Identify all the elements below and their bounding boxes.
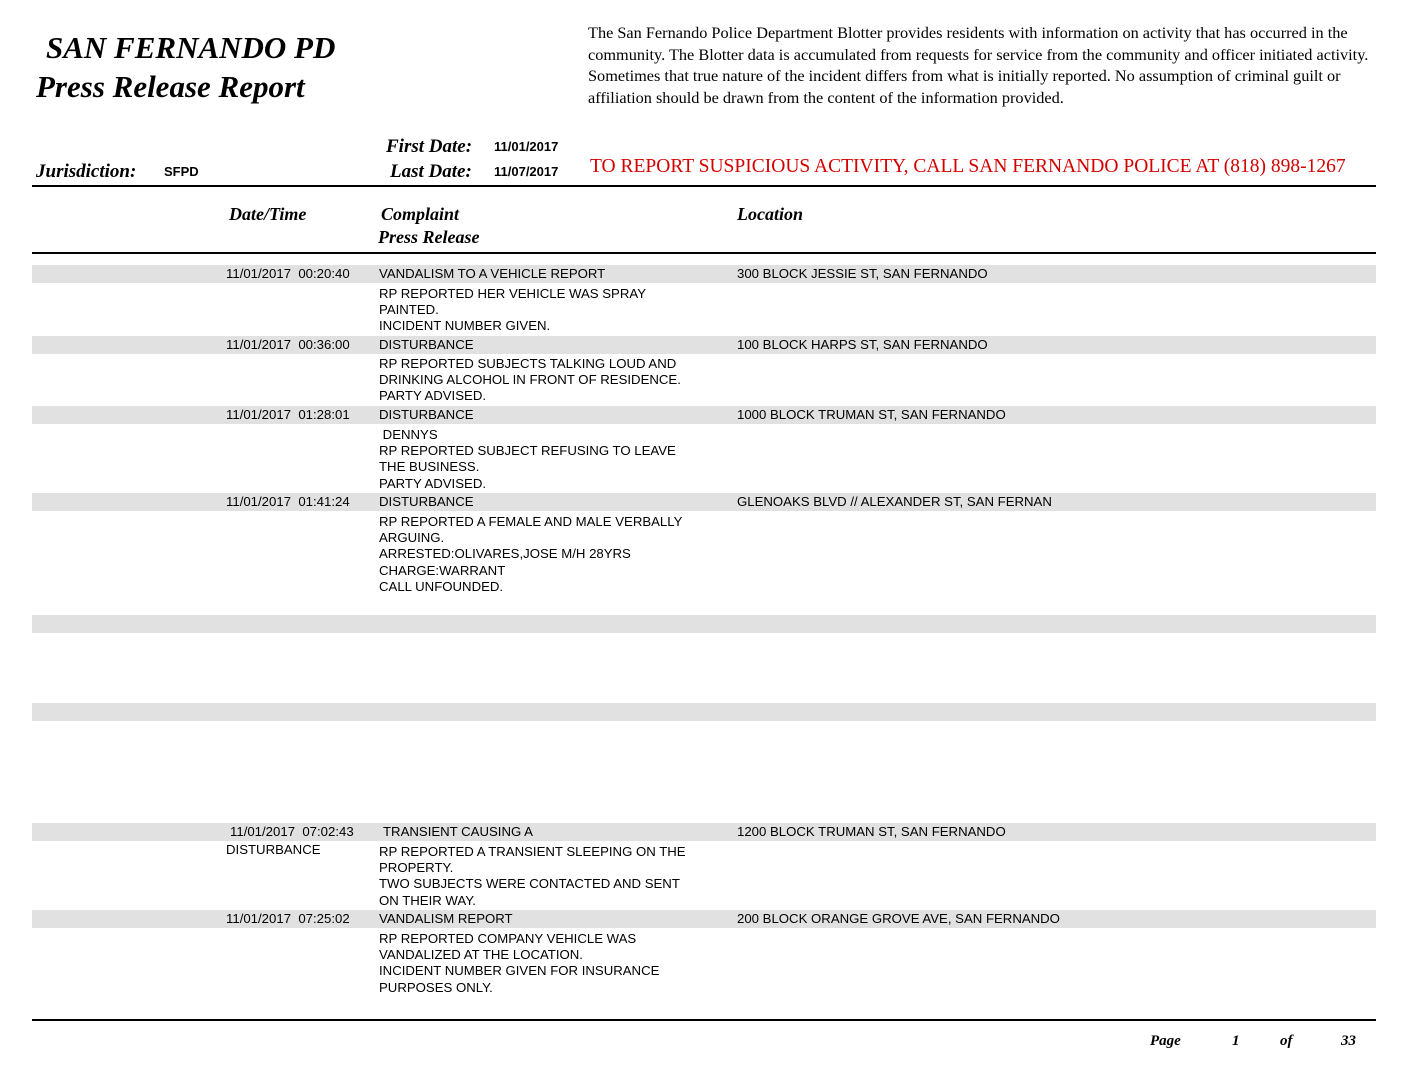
- entry-complaint: DISTURBANCE: [379, 337, 474, 352]
- footer-total-pages: 33: [1341, 1033, 1356, 1049]
- entry-complaint: DISTURBANCE: [379, 407, 474, 422]
- entry-press-release: RP REPORTED A FEMALE AND MALE VERBALLY ARGUING. ARRESTED:OLIVARES,JOSE M/H 28YRS CHARGE:WARRANT CALL UNFOUNDED.: [379, 514, 683, 594]
- entry-complaint: VANDALISM REPORT: [379, 911, 513, 926]
- entry-complaint: DISTURBANCE: [379, 494, 474, 509]
- entry-location: 1200 BLOCK TRUMAN ST, SAN FERNANDO: [737, 824, 1006, 839]
- footer-divider: [32, 1019, 1376, 1021]
- first-date-value: 11/01/2017: [494, 139, 559, 154]
- entry-datetime: 11/01/2017 07:02:43: [230, 824, 354, 839]
- agency-name: SAN FERNANDO PD: [46, 30, 336, 65]
- blotter-intro-text: The San Fernando Police Department Blotter provides residents with information on activity that has occurred in the community. The Blotter data is accumulated from requests for service from the community and officer initiated activity. Sometimes that true nature of the incident differs from what is initially reported. No assumption of criminal guilt or affiliation should be drawn from the content of the information provided.: [588, 23, 1369, 107]
- column-header-complaint: Complaint: [381, 204, 460, 224]
- empty-row-band: [32, 615, 1376, 633]
- column-header-datetime: Date/Time: [229, 204, 307, 224]
- entry-location: 100 BLOCK HARPS ST, SAN FERNANDO: [737, 337, 988, 352]
- entry-complaint: TRANSIENT CAUSING A: [383, 824, 533, 839]
- jurisdiction-value: SFPD: [164, 164, 199, 179]
- entry-datetime: 11/01/2017 00:20:40: [226, 266, 350, 281]
- entry-location: 200 BLOCK ORANGE GROVE AVE, SAN FERNANDO: [737, 911, 1060, 926]
- column-header-press-release: Press Release: [378, 227, 480, 247]
- entry-datetime: 11/01/2017 01:28:01: [226, 407, 350, 422]
- entry-press-release: RP REPORTED A TRANSIENT SLEEPING ON THE PROPERTY. TWO SUBJECTS WERE CONTACTED AND SENT ON THEIR WAY.: [379, 844, 686, 908]
- column-header-location: Location: [737, 204, 803, 224]
- entry-press-release: RP REPORTED HER VEHICLE WAS SPRAY PAINTED. INCIDENT NUMBER GIVEN.: [379, 286, 646, 334]
- footer-of-label: of: [1280, 1033, 1293, 1049]
- entry-press-release: DENNYS RP REPORTED SUBJECT REFUSING TO LEAVE THE BUSINESS. PARTY ADVISED.: [379, 427, 676, 491]
- empty-row-band: [32, 703, 1376, 721]
- entry-location: 1000 BLOCK TRUMAN ST, SAN FERNANDO: [737, 407, 1006, 422]
- header-divider: [32, 185, 1376, 187]
- report-title: Press Release Report: [36, 69, 305, 104]
- jurisdiction-label: Jurisdiction:: [36, 161, 137, 182]
- entry-complaint-continued: DISTURBANCE: [226, 842, 321, 857]
- column-header-divider: [32, 252, 1376, 254]
- entry-location: GLENOAKS BLVD // ALEXANDER ST, SAN FERNAN: [737, 494, 1052, 509]
- entry-location: 300 BLOCK JESSIE ST, SAN FERNANDO: [737, 266, 988, 281]
- footer-page-label: Page: [1150, 1033, 1181, 1049]
- last-date-value: 11/07/2017: [494, 164, 559, 179]
- entry-datetime: 11/01/2017 07:25:02: [226, 911, 350, 926]
- last-date-label: Last Date:: [390, 161, 472, 182]
- report-suspicious-activity-notice: TO REPORT SUSPICIOUS ACTIVITY, CALL SAN FERNANDO POLICE AT (818) 898-1267: [590, 156, 1346, 177]
- first-date-label: First Date:: [386, 136, 473, 157]
- entry-complaint: VANDALISM TO A VEHICLE REPORT: [379, 266, 606, 281]
- entry-press-release: RP REPORTED COMPANY VEHICLE WAS VANDALIZED AT THE LOCATION. INCIDENT NUMBER GIVEN FOR INSURANCE PURPOSES ONLY.: [379, 931, 660, 995]
- entry-datetime: 11/01/2017 00:36:00: [226, 337, 350, 352]
- entry-press-release: RP REPORTED SUBJECTS TALKING LOUD AND DRINKING ALCOHOL IN FRONT OF RESIDENCE. PARTY ADVISED.: [379, 356, 681, 404]
- footer-page-number: 1: [1232, 1033, 1240, 1049]
- entry-datetime: 11/01/2017 01:41:24: [226, 494, 350, 509]
